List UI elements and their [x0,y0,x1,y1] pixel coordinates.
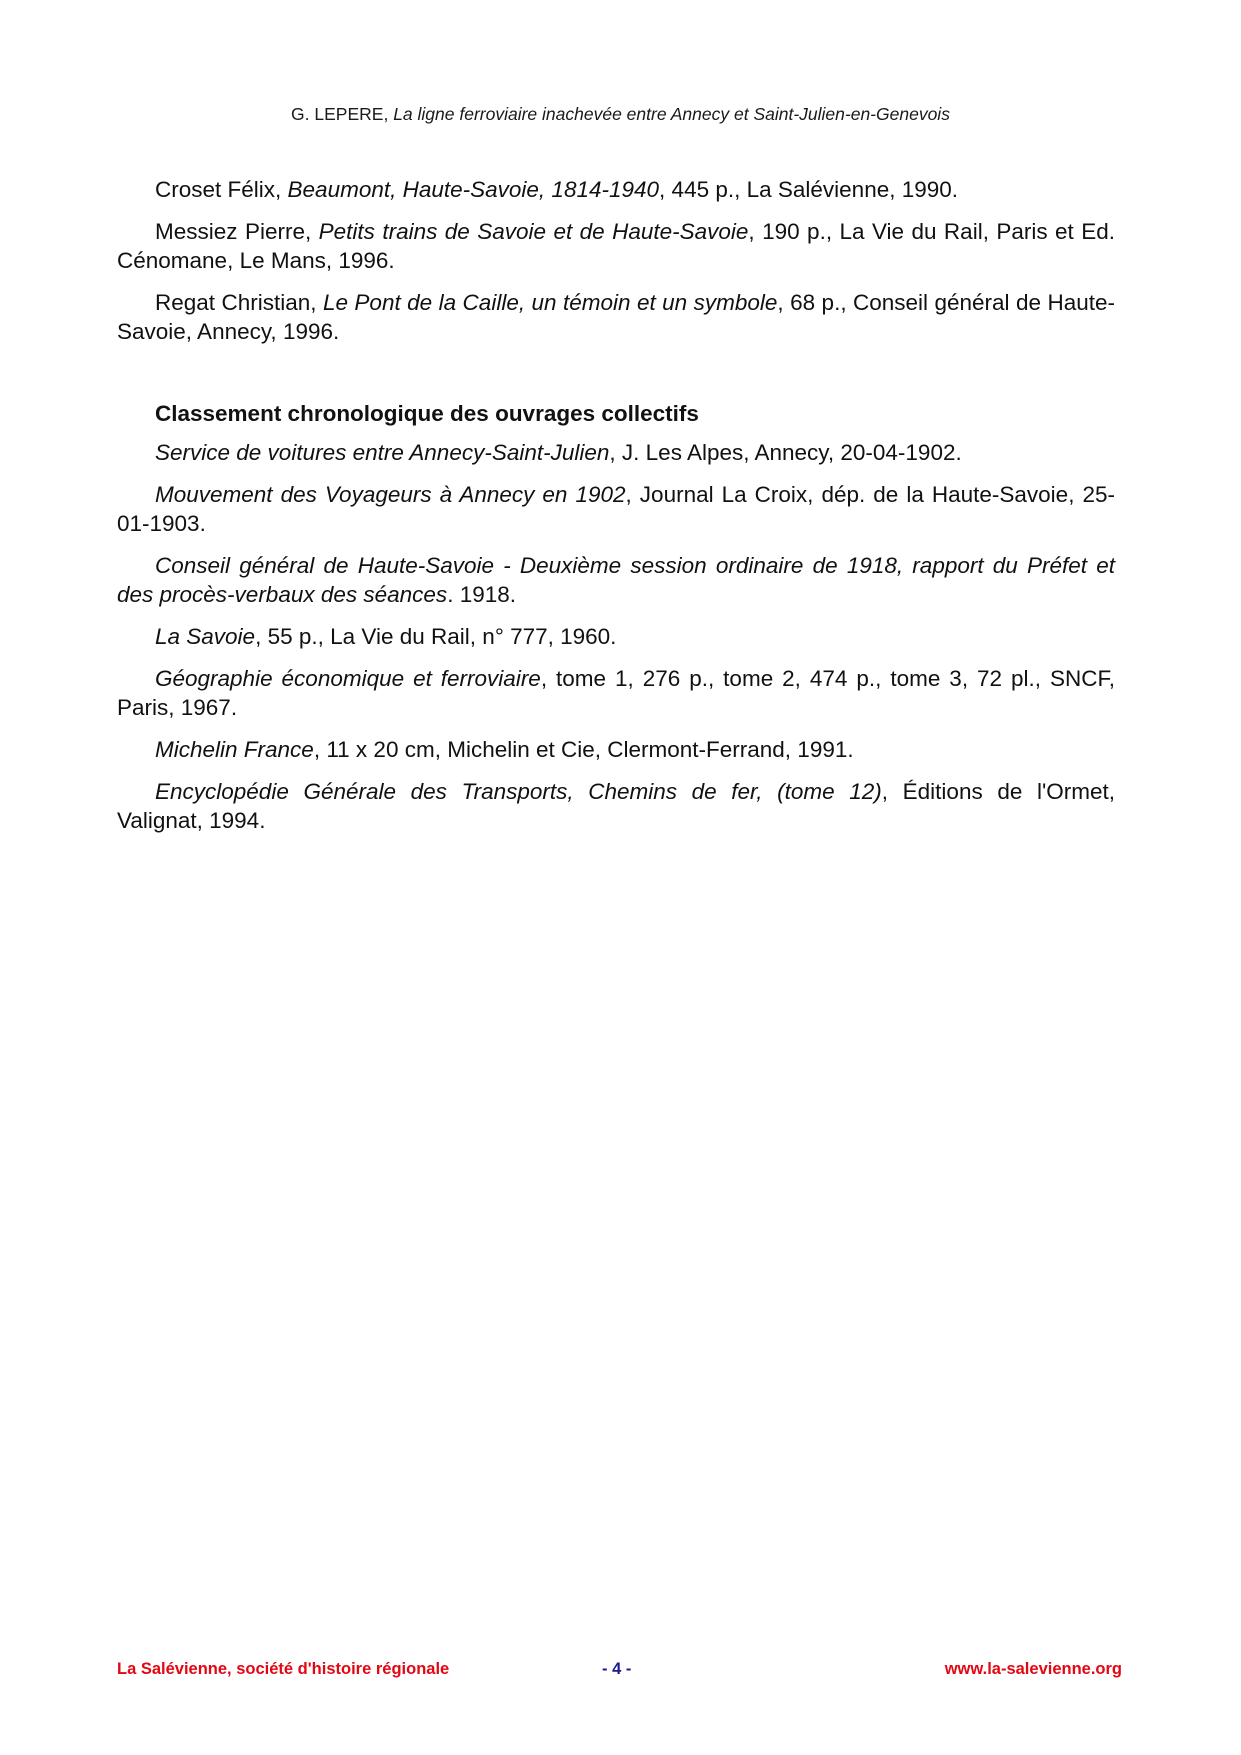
entry-author: Croset Félix, [155,177,288,202]
entry-details: , 68 p., Conseil général de Haute- Savoie, Annecy, 1996. [117,290,1115,344]
entry-title: Géographie économique et ferroviaire [155,666,541,691]
collective-entry [117,551,1115,609]
collective-entry [117,622,1115,651]
page-content [117,175,1115,848]
entry-author: Messiez Pierre, [155,219,319,244]
header-author: G. LEPERE [291,104,384,124]
bibliography-entry [117,175,1115,204]
entry-details: . 1918. [447,582,516,607]
entry-author: Regat Christian, [155,290,323,315]
entry-title: Encyclopédie Générale des Transports, Chemins de fer, (tome 12) [155,779,882,804]
header-title: La ligne ferroviaire inachevée entre Annecy et Saint-Julien-en-Genevois [393,104,950,124]
footer-society-name: La Salévienne, société d'histoire régionale [117,1660,450,1678]
collective-entry [117,777,1115,835]
entry-title: Petits trains de Savoie et de Haute-Savoie [318,219,749,244]
entry-details: , J. Les Alpes, Annecy, 20-04-1902. [609,440,962,465]
entry-title: Le Pont de la Caille, un témoin et un symbole [322,290,778,315]
bibliography-entry [117,217,1115,275]
collective-entry [117,664,1115,722]
collective-entry [117,438,1115,467]
entry-details: , Journal La Croix, dép. de la Haute-Savoie, 25-01-1903. [117,482,1115,536]
collective-entry [117,735,1115,764]
entry-title: La Savoie [155,624,256,649]
entry-title: Conseil général de Haute-Savoie - Deuxième session ordinaire de 1918, rapport du Préfet et des procès-verbaux des séances [117,553,1115,607]
entry-title: Mouvement des Voyageurs à Annecy en 1902 [155,482,626,507]
collective-entry [117,480,1115,538]
section-heading: Classement chronologique des ouvrages collectifs [155,401,699,426]
entry-title: Michelin France [155,737,314,762]
header-separator: , [383,104,394,124]
entry-details: , 55 p., La Vie du Rail, n° 777, 1960. [255,624,617,649]
entry-details: , 190 p., La Vie du Rail, Paris et Ed. Cénomane, Le Mans, 1996. [117,219,1116,273]
page-footer [117,1657,1122,1681]
section-spacer [117,359,1115,399]
entry-details: , tome 1, 276 p., tome 2, 474 p., tome 3, 72 pl., SNCF, Paris, 1967. [117,666,1115,720]
entry-details: , Éditions de l'Ormet, Valignat, 1994. [117,779,1116,833]
footer-website-link[interactable]: www.la-salevienne.org [944,1660,1122,1678]
entry-title: Beaumont, Haute-Savoie, 1814-1940 [287,177,660,202]
entry-details: , 445 p., La Salévienne, 1990. [659,177,959,202]
running-header [0,103,1241,125]
entry-title: Service de voitures entre Annecy-Saint-Julien [155,440,610,465]
bibliography-entry [117,288,1115,346]
entry-details: , 11 x 20 cm, Michelin et Cie, Clermont-Ferrand, 1991. [313,737,854,762]
page-number: - 4 - [602,1660,632,1678]
